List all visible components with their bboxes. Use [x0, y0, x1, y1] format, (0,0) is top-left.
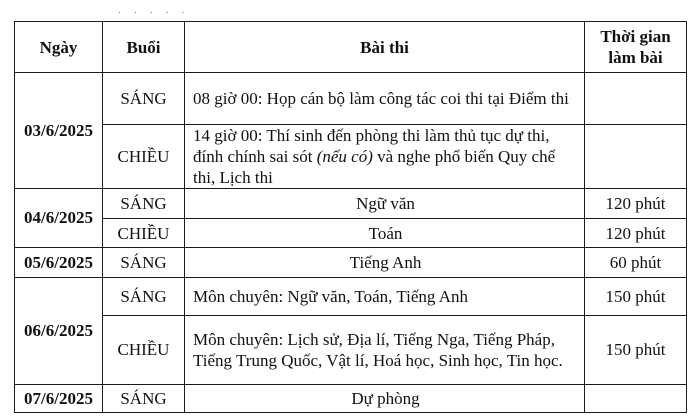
session-cell: SÁNG — [103, 73, 185, 125]
exam-cell: Môn chuyên: Lịch sử, Địa lí, Tiếng Nga, Tiếng Pháp, Tiếng Trung Quốc, Vật lí, Hoá học, Sinh học, Tin học. — [185, 315, 585, 384]
header-duration — [585, 22, 687, 73]
date-cell: 04/6/2025 — [15, 189, 103, 247]
header-duration-line1: Thời gian — [600, 27, 671, 47]
exam-cell: 08 giờ 00: Họp cán bộ làm công tác coi thi tại Điểm thi — [185, 73, 585, 125]
duration-cell — [585, 73, 687, 125]
session-cell: CHIỀU — [103, 219, 185, 247]
header-session: Buổi — [103, 22, 185, 73]
date-cell: 07/6/2025 — [15, 384, 103, 412]
table-row — [15, 315, 687, 384]
session-cell: SÁNG — [103, 189, 185, 219]
exam-schedule-table — [14, 21, 687, 413]
session-cell: SÁNG — [103, 384, 185, 412]
header-exam: Bài thi — [185, 22, 585, 73]
exam-text-italic: (nếu có) — [316, 147, 373, 167]
header-duration-line2: làm bài — [608, 48, 663, 68]
table-row — [15, 384, 687, 412]
exam-cell: Tiếng Anh — [185, 247, 585, 277]
session-cell: CHIỀU — [103, 125, 185, 189]
exam-text: 14 giờ 00: Thí sinh đến phòng thi làm thủ tục dự thi, đính chính sai sót — [193, 126, 550, 167]
session-cell: SÁNG — [103, 247, 185, 277]
duration-cell: 150 phút — [585, 315, 687, 384]
exam-cell: Dự phòng — [185, 384, 585, 412]
table-row — [15, 189, 687, 219]
exam-text: và nghe phổ biến Quy chế thi, Lịch thi — [193, 147, 556, 188]
duration-cell: 60 phút — [585, 247, 687, 277]
table-row — [15, 125, 687, 189]
session-cell: SÁNG — [103, 277, 185, 315]
scan-artifact-dots: · · · · · — [118, 8, 190, 19]
table-row — [15, 219, 687, 247]
duration-cell: 120 phút — [585, 189, 687, 219]
exam-cell: Ngữ văn — [185, 189, 585, 219]
exam-cell — [185, 125, 585, 189]
duration-cell — [585, 125, 687, 189]
exam-cell: Toán — [185, 219, 585, 247]
table-header-row — [15, 22, 687, 73]
session-cell: CHIỀU — [103, 315, 185, 384]
table-row — [15, 73, 687, 125]
table-row — [15, 247, 687, 277]
duration-cell — [585, 384, 687, 412]
date-cell: 03/6/2025 — [15, 73, 103, 189]
header-date: Ngày — [15, 22, 103, 73]
exam-cell: Môn chuyên: Ngữ văn, Toán, Tiếng Anh — [185, 277, 585, 315]
date-cell: 06/6/2025 — [15, 277, 103, 384]
table-row — [15, 277, 687, 315]
date-cell: 05/6/2025 — [15, 247, 103, 277]
duration-cell: 150 phút — [585, 277, 687, 315]
duration-cell: 120 phút — [585, 219, 687, 247]
